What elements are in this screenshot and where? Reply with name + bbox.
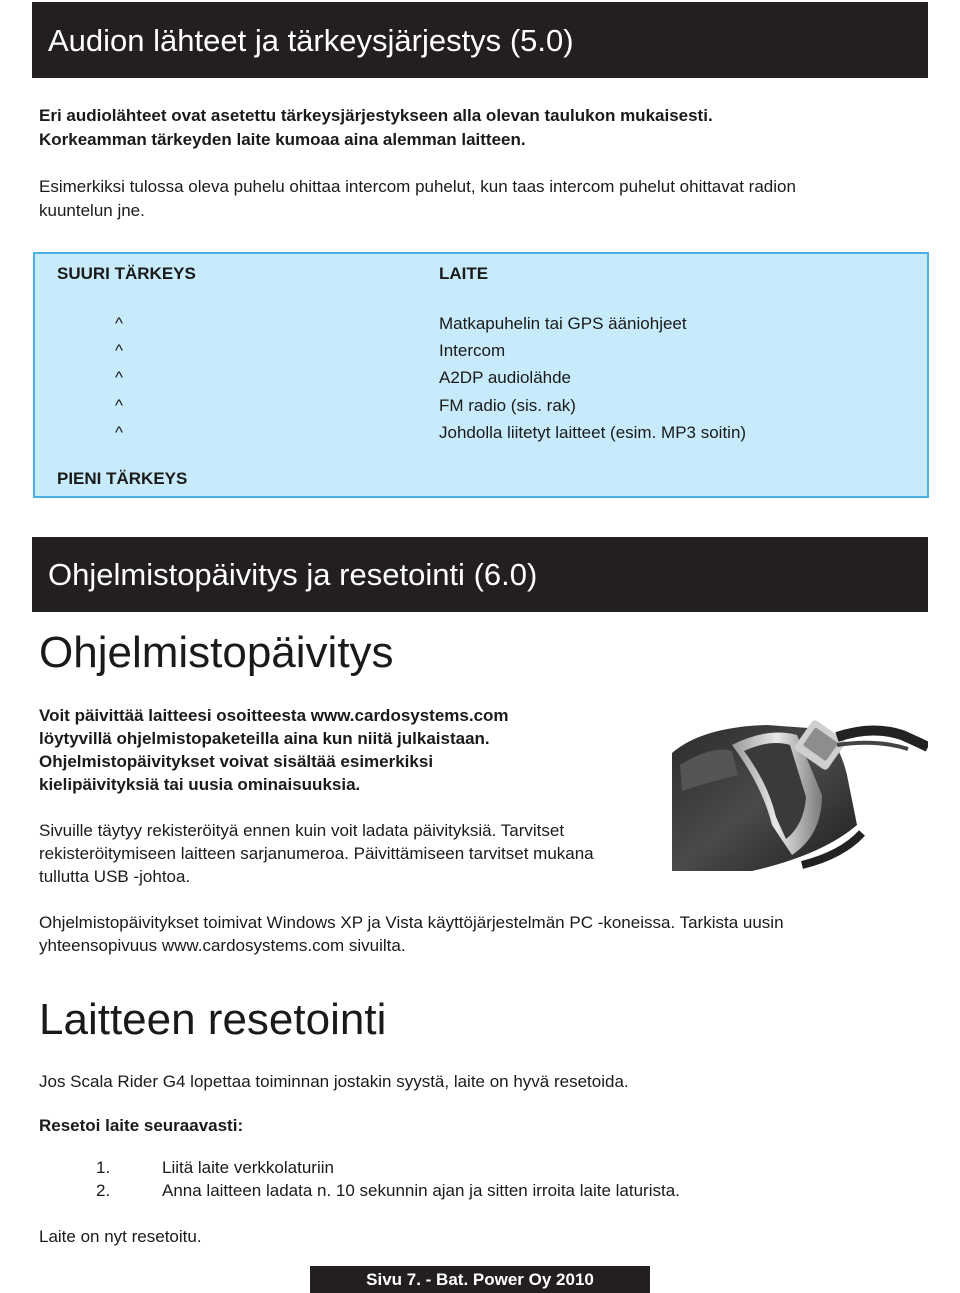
section-title-text: Audion lähteet ja tärkeysjärjestys [48,22,502,58]
section-title-audio-priority [32,2,928,78]
device-photo [672,705,928,871]
compat-line: yhteensopivuus www.cardosystems.com sivuilta. [39,936,406,955]
intro-line-1: Eri audiolähteet ovat asetettu tärkeysjärjestykseen alla olevan taulukon mukaisesti. [39,106,713,125]
update-bold-line: Voit päivittää laitteesi osoitteesta www.cardosystems.com [39,706,509,725]
update-bold-line: Ohjelmistopäivitykset voivat sisältää esimerkiksi [39,752,434,771]
register-line: tullutta USB -johtoa. [39,867,191,886]
device-row: Intercom [439,341,506,360]
priority-marker: ^ [115,341,123,360]
compat-line: Ohjelmistopäivitykset toimivat Windows XP ja Vista käyttöjärjestelmän PC -koneissa. Tarkista uusin [39,913,784,932]
priority-marker: ^ [115,314,123,333]
step-text: Liitä laite verkkolaturiin [162,1158,334,1177]
example-line-2: kuuntelun jne. [39,201,145,220]
priority-marker: ^ [115,396,123,415]
priority-marker: ^ [115,368,123,387]
example-line-1: Esimerkiksi tulossa oleva puhelu ohittaa intercom puhelut, kun taas intercom puhelut ohittavat radion [39,177,796,196]
step-number: 2. [96,1181,111,1200]
register-line: Sivuille täytyy rekisteröityä ennen kuin voit ladata päivityksiä. Tarvitset [39,821,565,840]
priority-table [33,252,929,498]
heading-software-update: Ohjelmistopäivitys [39,628,394,677]
reset-done: Laite on nyt resetoitu. [39,1227,202,1246]
reset-intro: Jos Scala Rider G4 lopettaa toiminnan jostakin syystä, laite on hyvä resetoida. [39,1072,629,1091]
section-title-software-update [32,537,928,612]
device-row: Matkapuhelin tai GPS ääniohjeet [439,314,687,333]
header-device: LAITE [439,264,489,283]
footer-low-priority: PIENI TÄRKEYS [57,469,188,488]
update-bold-line: löytyvillä ohjelmistopaketeilla aina kun niitä julkaistaan. [39,729,490,748]
priority-marker: ^ [115,423,123,442]
section-title-text: Ohjelmistopäivitys ja resetointi [48,557,465,592]
device-row: FM radio (sis. rak) [439,396,576,415]
device-row: A2DP audiolähde [439,368,572,387]
section-number: (6.0) [473,557,538,592]
section-number: (5.0) [509,22,574,58]
step-text: Anna laitteen ladata n. 10 sekunnin ajan ja sitten irroita laite laturista. [162,1181,680,1200]
intro-line-2: Korkeamman tärkeyden laite kumoaa aina alemman laitteen. [39,130,526,149]
header-high-priority: SUURI TÄRKEYS [57,264,196,283]
update-bold-line: kielipäivityksiä tai uusia ominaisuuksia. [39,775,361,794]
device-row: Johdolla liitetyt laitteet (esim. MP3 soitin) [439,423,747,442]
register-line: rekisteröitymiseen laitteen sarjanumeroa. Päivittämiseen tarvitset mukana [39,844,594,863]
heading-device-reset: Laitteen resetointi [39,995,387,1044]
reset-steps-label: Resetoi laite seuraavasti: [39,1116,244,1135]
step-number: 1. [96,1158,111,1177]
page-footer: Sivu 7. - Bat. Power Oy 2010 [310,1266,650,1293]
